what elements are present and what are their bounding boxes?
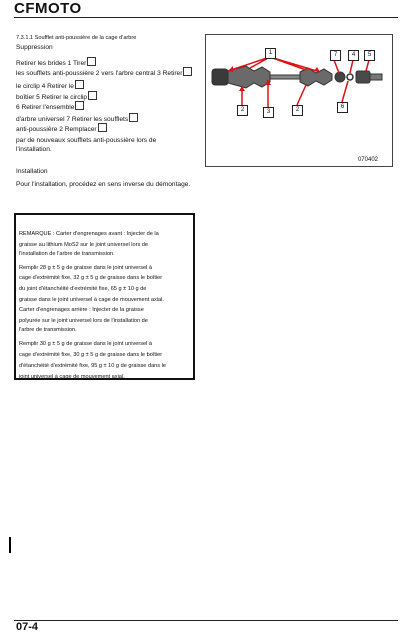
figure-drive-shaft bbox=[205, 34, 393, 167]
note-line: Remplir 28 g ± 5 g de graisse dans le joint universel à bbox=[19, 265, 153, 271]
note-line: cage d'extrémité fixe, 32 g ± 5 g de graisse dans le boîtier bbox=[19, 275, 163, 281]
callout-label: 7 bbox=[330, 50, 341, 61]
figure-code: 070402 bbox=[357, 157, 378, 163]
note-line: Carter d'engrenages arrière : Injecter de la graisse bbox=[19, 307, 144, 313]
note-line: l'installation de l'arbre de transmission. bbox=[19, 251, 115, 257]
step-line: anti-poussière 2 Remplacer bbox=[16, 123, 107, 134]
step-line: Retirer les brides 1 Tirer bbox=[16, 57, 96, 68]
step-line: d'arbre universel 7 Retirer les soufflets bbox=[16, 113, 138, 124]
install-text: Pour l'installation, procédez en sens inverse du démontage. bbox=[16, 181, 191, 188]
checkbox-icon bbox=[129, 113, 138, 122]
checkbox-icon bbox=[87, 57, 96, 66]
callout-label: 1 bbox=[265, 48, 276, 59]
brand-logo: CFMOTO bbox=[14, 0, 82, 17]
step-line: 6 Retirer l'ensemble bbox=[16, 101, 84, 112]
header-rule bbox=[14, 17, 398, 18]
callout-label: 2 bbox=[237, 105, 248, 116]
checkbox-icon bbox=[98, 123, 107, 132]
page-number: 07-4 bbox=[16, 621, 39, 633]
note-line: cage d'extrémité fixe, 30 g ± 5 g de graisse dans le boîtier bbox=[19, 352, 163, 358]
callout-label: 2 bbox=[292, 105, 303, 116]
checkbox-icon bbox=[75, 80, 84, 89]
checkbox-icon bbox=[88, 91, 97, 100]
note-line: joint universel à cage de mouvement axial. bbox=[19, 374, 125, 380]
checkbox-icon bbox=[75, 101, 84, 110]
callout-label: 4 bbox=[348, 50, 359, 61]
step-line: le circlip 4 Retirer le bbox=[16, 80, 84, 91]
section-subtitle: Suppression bbox=[16, 44, 53, 51]
note-line: REMARQUE : Carter d'engrenages avant : Injecter de la bbox=[19, 231, 159, 237]
note-line: Remplir 30 g ± 5 g de graisse dans le joint universel à bbox=[19, 341, 153, 347]
step-line: boîtier 5 Retirer le circlip bbox=[16, 91, 97, 102]
note-line: polyurée sur le joint universel lors de l'installation de bbox=[19, 318, 148, 324]
note-line: d'étanchéité d'extrémité fixe, 95 g ± 10 g de graisse dans le bbox=[19, 363, 167, 369]
note-box bbox=[14, 213, 195, 380]
install-title: Installation bbox=[16, 168, 48, 175]
callout-label: 3 bbox=[263, 107, 274, 118]
footer-rule bbox=[14, 620, 398, 621]
note-line: graisse au lithium MoS2 sur le joint universel lors de bbox=[19, 242, 149, 248]
callout-label: 5 bbox=[364, 50, 375, 61]
callout-label: 6 bbox=[337, 102, 348, 113]
checkbox-icon bbox=[183, 67, 192, 76]
section-title: 7.3.1.1 Soufflet anti-poussière de la cage d'arbre bbox=[16, 35, 137, 41]
note-line: du joint d'étanchéité d'extrémité fixe, 65 g ± 10 g de bbox=[19, 286, 147, 292]
step-line: les soufflets anti-poussière 2 vers l'arbre central 3 Retirer bbox=[16, 67, 192, 78]
margin-mark bbox=[9, 537, 11, 553]
step-line: l'installation. bbox=[16, 146, 52, 153]
step-line: par de nouveaux soufflets anti-poussière lors de bbox=[16, 137, 157, 144]
note-line: graisse dans le joint universel à cage de mouvement axial. bbox=[19, 297, 164, 303]
note-line: l'arbre de transmission. bbox=[19, 327, 77, 333]
